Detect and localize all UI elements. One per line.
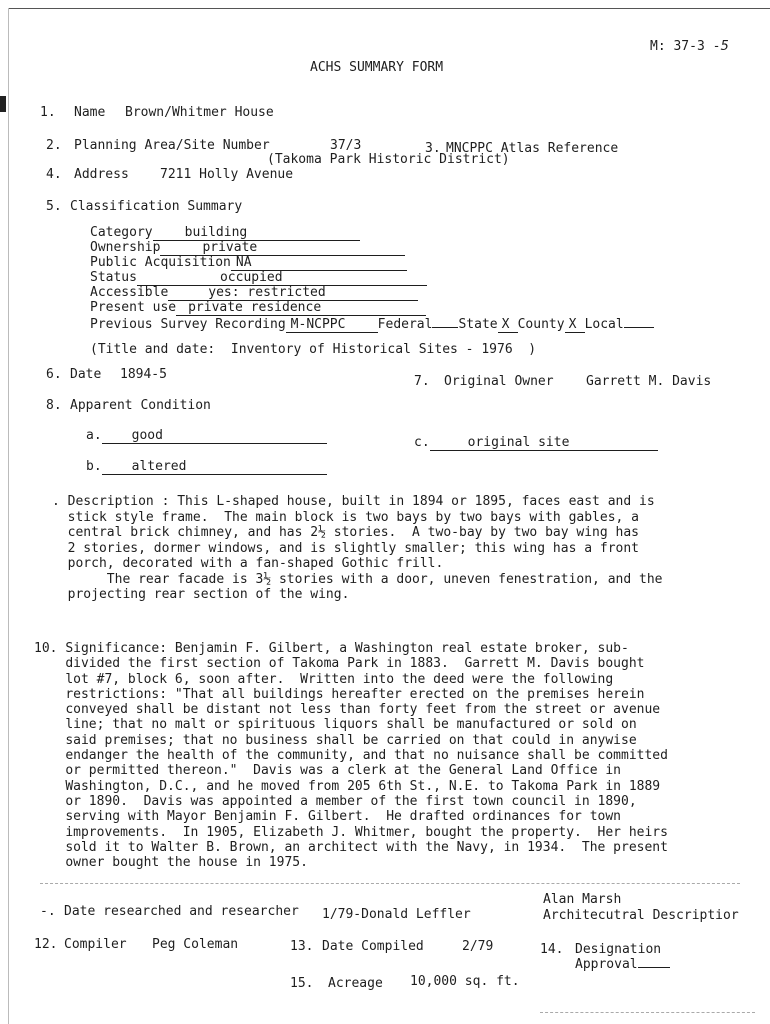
significance-line: sold it to Walter B. Brown, an architect with the Navy, in 1934. The present [65, 839, 668, 855]
significance-block [34, 641, 668, 870]
planning-area-label: Planning Area/Site Number [74, 138, 270, 153]
significance-line: endanger the health of the community, and that no nuisance shall be committed [65, 748, 668, 764]
field-15-num: 15. [290, 976, 314, 991]
field-3-num: 3. [425, 141, 441, 156]
ownership-label: Ownership [90, 240, 161, 255]
researched-value: 1/79-Donald Leffler [322, 907, 471, 922]
field-11-num: -. [40, 904, 56, 919]
acquisition-row [90, 256, 407, 271]
architect-name: Alan Marsh [543, 892, 622, 907]
description-line: The rear facade is 3½ stories with a door, uneven fenestration, and the [67, 571, 663, 587]
significance-line: Benjamin F. Gilbert, a Washington real estate broker, sub- [174, 641, 629, 656]
state-label: State [458, 317, 498, 332]
field-6-num: 6. [46, 367, 62, 382]
description-line: 2 stories, dormer windows, and is slightly smaller; this wing has a front [67, 540, 640, 556]
name-label: Name [74, 105, 106, 120]
category-value: building [184, 225, 248, 240]
date-compiled-label: Date Compiled [322, 939, 424, 954]
acreage-label: Acreage [328, 976, 383, 991]
description-line: central brick chimney, and has 2½ stories. A two-bay by two bay wing has [67, 525, 640, 540]
significance-line: serving with Mayor Benjamin F. Gilbert. He drafted ordinances for town [65, 809, 622, 825]
field-12-num: 12. [34, 937, 58, 952]
condition-b-label: b. [86, 459, 102, 474]
name-value: Brown/Whitmer House [125, 105, 274, 120]
title-and-date: (Title and date: Inventory of Historical Sites - 1976 ) [90, 342, 537, 357]
researched-label: Date researched and researcher [64, 904, 299, 919]
ownership-row [90, 241, 405, 256]
condition-a-row [86, 429, 327, 444]
date-compiled-value: 2/79 [462, 939, 494, 954]
condition-a-value: good [131, 428, 163, 443]
date-label: Date [70, 367, 102, 382]
status-row [90, 271, 427, 286]
condition-a-label: a. [86, 428, 102, 443]
field-13-num: 13. [290, 939, 314, 954]
punch-mark [0, 96, 6, 112]
significance-line: Washington, D.C., and he moved from 205 6th St., N.E. to Takoma Park in 1889 [65, 778, 661, 794]
condition-c-row [414, 436, 658, 451]
significance-line: divided the first section of Takoma Park in 1883. Garrett M. Davis bought [65, 656, 645, 672]
state-mark: X [501, 317, 510, 332]
field-8-num: 8. [46, 398, 62, 413]
document-id-suffix: 5 [720, 39, 729, 54]
county-mark: X [568, 317, 577, 332]
original-owner-label: Original Owner [444, 374, 554, 389]
original-owner-value: Garrett M. Davis [586, 374, 712, 389]
atlas-reference-label: MNCPPC Atlas Reference [446, 141, 619, 156]
accessible-value: yes: restricted [208, 285, 326, 300]
significance-label: Significance: [65, 641, 168, 656]
form-title: ACHS SUMMARY FORM [310, 60, 444, 75]
present-use-row [90, 301, 426, 316]
present-use-label: Present use [90, 300, 177, 315]
description-line: stick style frame. The main block is two bays by two bays with gables, a [67, 509, 640, 525]
field-7-num: 7. [414, 374, 430, 389]
accessible-label: Accessible [90, 285, 169, 300]
classification-label: Classification Summary [70, 199, 243, 214]
description-block [52, 494, 662, 603]
designation-label: Designation [575, 942, 662, 957]
status-value: occupied [219, 270, 283, 285]
condition-label: Apparent Condition [70, 398, 211, 413]
address-value: 7211 Holly Avenue [160, 167, 294, 182]
left-border [8, 8, 9, 1024]
previous-survey-label: Previous Survey Recording [90, 317, 286, 332]
compiler-value: Peg Coleman [152, 937, 239, 952]
field-5-num: 5. [46, 199, 62, 214]
previous-survey-value: M-NCPPC [290, 317, 346, 332]
historic-district: (Takoma Park Historic District) [267, 152, 510, 167]
document-id [650, 40, 729, 54]
local-label: Local [584, 317, 624, 332]
significance-line: or 1890. Davis was appointed a member of the first town council in 1890, [65, 793, 637, 809]
significance-line: lot #7, block 6, soon after. Written into the deed were the following [65, 671, 614, 687]
condition-b-value: altered [131, 459, 187, 474]
description-line: This L-shaped house, built in 1894 or 1895, faces east and is [177, 494, 655, 509]
significance-line: conveyed shall be distant not less than forty feet from the street or avenue [65, 702, 661, 718]
condition-c-value: original site [467, 435, 570, 450]
compiler-label: Compiler [64, 937, 127, 952]
federal-label: Federal [377, 317, 433, 332]
status-label: Status [90, 270, 137, 285]
approval-row [575, 958, 670, 972]
previous-survey-row [90, 318, 654, 333]
description-line: porch, decorated with a fan-shaped Gothic frill. [67, 556, 444, 571]
address-label: Address [74, 167, 129, 182]
significance-line: said premises; that no business shall be carried on that could in anywise [65, 732, 637, 748]
accessible-row [90, 286, 418, 301]
field-2-num: 2. [46, 138, 62, 153]
field-14-num: 14. [540, 942, 564, 957]
significance-line: line; that no malt or spirituous liquors shall be manufactured or sold on [65, 717, 637, 733]
category-row [90, 226, 360, 241]
date-value: 1894-5 [120, 367, 167, 382]
county-label: County [517, 317, 565, 332]
acreage-value: 10,000 sq. ft. [410, 974, 520, 989]
present-use-value: private residence [188, 300, 322, 315]
description-label: . Description : [52, 494, 170, 509]
planning-area-value: 37/3 [330, 138, 362, 153]
field-4-num: 4. [46, 167, 62, 182]
field-10-num: 10. [34, 641, 58, 656]
field-1-num: 1. [40, 105, 56, 120]
ownership-value: private [202, 240, 258, 255]
condition-c-label: c. [414, 435, 430, 450]
acquisition-value: NA [235, 255, 252, 270]
acquisition-label: Public Acquisition [90, 255, 231, 270]
significance-line: or permitted thereon." Davis was a clerk at the General Land Office in [65, 763, 622, 779]
category-label: Category [90, 225, 153, 240]
document-id-prefix: M: 37-3 - [650, 39, 721, 54]
top-border [8, 8, 770, 9]
approval-label: Approval [575, 957, 638, 972]
architectural-description-label: Architecutral Descriptior [543, 908, 739, 923]
divider-line [40, 883, 740, 884]
significance-line: owner bought the house in 1975. [65, 855, 308, 871]
description-line: projecting rear section of the wing. [67, 587, 350, 602]
significance-line: improvements. In 1905, Elizabeth J. Whitmer, bought the property. Her heirs [65, 824, 668, 840]
significance-line: restrictions: "That all buildings hereafter erected on the premises herein [65, 686, 645, 702]
bottom-divider [540, 1012, 755, 1013]
condition-b-row [86, 460, 327, 475]
